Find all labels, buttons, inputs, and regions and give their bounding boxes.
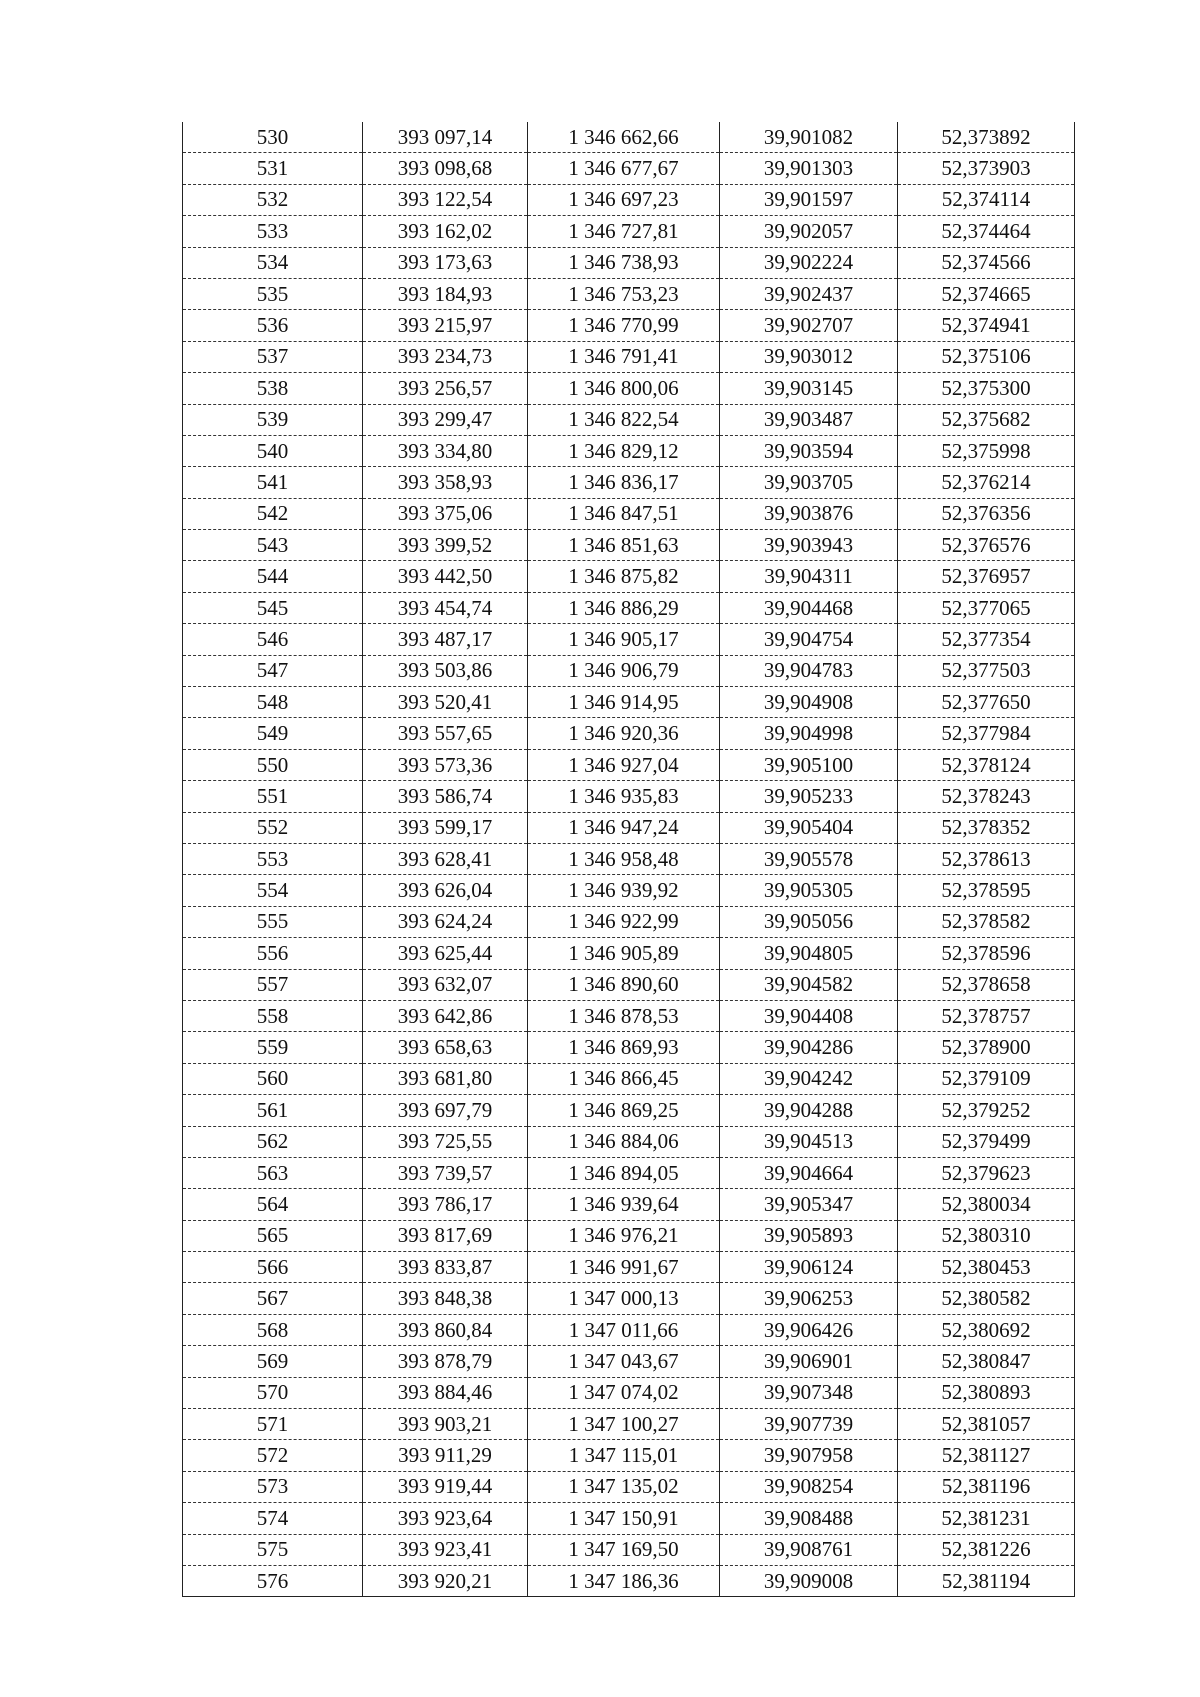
longitude-cell: 39,902437 xyxy=(720,278,898,309)
point-number-cell: 576 xyxy=(183,1565,363,1596)
y-coordinate-cell: 1 346 991,67 xyxy=(528,1252,720,1283)
x-coordinate-cell: 393 162,02 xyxy=(363,216,528,247)
table-row xyxy=(183,310,1075,341)
point-number-cell: 549 xyxy=(183,718,363,749)
latitude-cell: 52,381226 xyxy=(898,1534,1075,1565)
x-coordinate-cell: 393 642,86 xyxy=(363,1000,528,1031)
x-coordinate-cell: 393 878,79 xyxy=(363,1346,528,1377)
longitude-cell: 39,909008 xyxy=(720,1565,898,1596)
table-row xyxy=(183,122,1075,153)
point-number-cell: 571 xyxy=(183,1409,363,1440)
table-row xyxy=(183,1000,1075,1031)
table-row xyxy=(183,655,1075,686)
y-coordinate-cell: 1 346 791,41 xyxy=(528,341,720,372)
x-coordinate-cell: 393 573,36 xyxy=(363,749,528,780)
x-coordinate-cell: 393 626,04 xyxy=(363,875,528,906)
x-coordinate-cell: 393 625,44 xyxy=(363,938,528,969)
latitude-cell: 52,378757 xyxy=(898,1000,1075,1031)
point-number-cell: 554 xyxy=(183,875,363,906)
table-row xyxy=(183,184,1075,215)
longitude-cell: 39,907958 xyxy=(720,1440,898,1471)
point-number-cell: 547 xyxy=(183,655,363,686)
point-number-cell: 559 xyxy=(183,1032,363,1063)
longitude-cell: 39,904311 xyxy=(720,561,898,592)
longitude-cell: 39,905056 xyxy=(720,906,898,937)
point-number-cell: 548 xyxy=(183,687,363,718)
latitude-cell: 52,375682 xyxy=(898,404,1075,435)
table-row xyxy=(183,1189,1075,1220)
point-number-cell: 573 xyxy=(183,1471,363,1502)
table-row xyxy=(183,812,1075,843)
latitude-cell: 52,378243 xyxy=(898,781,1075,812)
latitude-cell: 52,380893 xyxy=(898,1377,1075,1408)
point-number-cell: 551 xyxy=(183,781,363,812)
table-row xyxy=(183,1565,1075,1596)
table-row xyxy=(183,247,1075,278)
coordinates-table-body xyxy=(183,122,1075,1597)
longitude-cell: 39,901082 xyxy=(720,122,898,153)
longitude-cell: 39,904908 xyxy=(720,687,898,718)
x-coordinate-cell: 393 520,41 xyxy=(363,687,528,718)
y-coordinate-cell: 1 346 878,53 xyxy=(528,1000,720,1031)
point-number-cell: 560 xyxy=(183,1063,363,1094)
x-coordinate-cell: 393 786,17 xyxy=(363,1189,528,1220)
longitude-cell: 39,903705 xyxy=(720,467,898,498)
point-number-cell: 555 xyxy=(183,906,363,937)
x-coordinate-cell: 393 358,93 xyxy=(363,467,528,498)
latitude-cell: 52,378900 xyxy=(898,1032,1075,1063)
point-number-cell: 540 xyxy=(183,435,363,466)
longitude-cell: 39,905305 xyxy=(720,875,898,906)
latitude-cell: 52,375106 xyxy=(898,341,1075,372)
x-coordinate-cell: 393 658,63 xyxy=(363,1032,528,1063)
y-coordinate-cell: 1 346 884,06 xyxy=(528,1126,720,1157)
latitude-cell: 52,381057 xyxy=(898,1409,1075,1440)
table-row xyxy=(183,875,1075,906)
y-coordinate-cell: 1 347 011,66 xyxy=(528,1314,720,1345)
longitude-cell: 39,904513 xyxy=(720,1126,898,1157)
longitude-cell: 39,903943 xyxy=(720,530,898,561)
point-number-cell: 536 xyxy=(183,310,363,341)
table-row xyxy=(183,1032,1075,1063)
latitude-cell: 52,381231 xyxy=(898,1503,1075,1534)
latitude-cell: 52,376214 xyxy=(898,467,1075,498)
latitude-cell: 52,373892 xyxy=(898,122,1075,153)
latitude-cell: 52,375998 xyxy=(898,435,1075,466)
latitude-cell: 52,381194 xyxy=(898,1565,1075,1596)
latitude-cell: 52,378582 xyxy=(898,906,1075,937)
y-coordinate-cell: 1 346 939,64 xyxy=(528,1189,720,1220)
x-coordinate-cell: 393 299,47 xyxy=(363,404,528,435)
table-row xyxy=(183,561,1075,592)
x-coordinate-cell: 393 586,74 xyxy=(363,781,528,812)
point-number-cell: 531 xyxy=(183,153,363,184)
y-coordinate-cell: 1 346 958,48 xyxy=(528,843,720,874)
y-coordinate-cell: 1 346 947,24 xyxy=(528,812,720,843)
y-coordinate-cell: 1 346 727,81 xyxy=(528,216,720,247)
point-number-cell: 567 xyxy=(183,1283,363,1314)
y-coordinate-cell: 1 347 100,27 xyxy=(528,1409,720,1440)
point-number-cell: 541 xyxy=(183,467,363,498)
y-coordinate-cell: 1 346 894,05 xyxy=(528,1157,720,1188)
point-number-cell: 564 xyxy=(183,1189,363,1220)
longitude-cell: 39,905578 xyxy=(720,843,898,874)
longitude-cell: 39,907348 xyxy=(720,1377,898,1408)
latitude-cell: 52,377354 xyxy=(898,624,1075,655)
y-coordinate-cell: 1 346 939,92 xyxy=(528,875,720,906)
x-coordinate-cell: 393 903,21 xyxy=(363,1409,528,1440)
longitude-cell: 39,901597 xyxy=(720,184,898,215)
point-number-cell: 533 xyxy=(183,216,363,247)
x-coordinate-cell: 393 911,29 xyxy=(363,1440,528,1471)
x-coordinate-cell: 393 098,68 xyxy=(363,153,528,184)
table-row xyxy=(183,404,1075,435)
y-coordinate-cell: 1 346 905,89 xyxy=(528,938,720,969)
latitude-cell: 52,375300 xyxy=(898,373,1075,404)
longitude-cell: 39,904805 xyxy=(720,938,898,969)
longitude-cell: 39,905893 xyxy=(720,1220,898,1251)
longitude-cell: 39,905347 xyxy=(720,1189,898,1220)
point-number-cell: 550 xyxy=(183,749,363,780)
latitude-cell: 52,374566 xyxy=(898,247,1075,278)
latitude-cell: 52,376957 xyxy=(898,561,1075,592)
y-coordinate-cell: 1 346 866,45 xyxy=(528,1063,720,1094)
latitude-cell: 52,381127 xyxy=(898,1440,1075,1471)
y-coordinate-cell: 1 346 905,17 xyxy=(528,624,720,655)
y-coordinate-cell: 1 346 920,36 xyxy=(528,718,720,749)
point-number-cell: 535 xyxy=(183,278,363,309)
table-row xyxy=(183,530,1075,561)
latitude-cell: 52,378124 xyxy=(898,749,1075,780)
x-coordinate-cell: 393 184,93 xyxy=(363,278,528,309)
latitude-cell: 52,380847 xyxy=(898,1346,1075,1377)
x-coordinate-cell: 393 334,80 xyxy=(363,435,528,466)
y-coordinate-cell: 1 346 662,66 xyxy=(528,122,720,153)
table-row xyxy=(183,1283,1075,1314)
longitude-cell: 39,906426 xyxy=(720,1314,898,1345)
latitude-cell: 52,378596 xyxy=(898,938,1075,969)
y-coordinate-cell: 1 346 753,23 xyxy=(528,278,720,309)
point-number-cell: 552 xyxy=(183,812,363,843)
longitude-cell: 39,904754 xyxy=(720,624,898,655)
y-coordinate-cell: 1 346 886,29 xyxy=(528,592,720,623)
table-row xyxy=(183,969,1075,1000)
point-number-cell: 575 xyxy=(183,1534,363,1565)
latitude-cell: 52,379623 xyxy=(898,1157,1075,1188)
longitude-cell: 39,906901 xyxy=(720,1346,898,1377)
latitude-cell: 52,379499 xyxy=(898,1126,1075,1157)
point-number-cell: 570 xyxy=(183,1377,363,1408)
point-number-cell: 558 xyxy=(183,1000,363,1031)
point-number-cell: 563 xyxy=(183,1157,363,1188)
x-coordinate-cell: 393 399,52 xyxy=(363,530,528,561)
y-coordinate-cell: 1 347 074,02 xyxy=(528,1377,720,1408)
y-coordinate-cell: 1 346 927,04 xyxy=(528,749,720,780)
point-number-cell: 566 xyxy=(183,1252,363,1283)
latitude-cell: 52,380453 xyxy=(898,1252,1075,1283)
table-row xyxy=(183,843,1075,874)
y-coordinate-cell: 1 346 822,54 xyxy=(528,404,720,435)
x-coordinate-cell: 393 454,74 xyxy=(363,592,528,623)
y-coordinate-cell: 1 346 738,93 xyxy=(528,247,720,278)
table-row xyxy=(183,435,1075,466)
point-number-cell: 565 xyxy=(183,1220,363,1251)
latitude-cell: 52,378595 xyxy=(898,875,1075,906)
longitude-cell: 39,905100 xyxy=(720,749,898,780)
x-coordinate-cell: 393 632,07 xyxy=(363,969,528,1000)
y-coordinate-cell: 1 346 935,83 xyxy=(528,781,720,812)
y-coordinate-cell: 1 347 186,36 xyxy=(528,1565,720,1596)
x-coordinate-cell: 393 557,65 xyxy=(363,718,528,749)
longitude-cell: 39,903145 xyxy=(720,373,898,404)
latitude-cell: 52,381196 xyxy=(898,1471,1075,1502)
latitude-cell: 52,379109 xyxy=(898,1063,1075,1094)
x-coordinate-cell: 393 739,57 xyxy=(363,1157,528,1188)
longitude-cell: 39,903876 xyxy=(720,498,898,529)
y-coordinate-cell: 1 347 043,67 xyxy=(528,1346,720,1377)
longitude-cell: 39,903594 xyxy=(720,435,898,466)
y-coordinate-cell: 1 347 169,50 xyxy=(528,1534,720,1565)
x-coordinate-cell: 393 503,86 xyxy=(363,655,528,686)
longitude-cell: 39,908254 xyxy=(720,1471,898,1502)
point-number-cell: 539 xyxy=(183,404,363,435)
x-coordinate-cell: 393 234,73 xyxy=(363,341,528,372)
longitude-cell: 39,905233 xyxy=(720,781,898,812)
longitude-cell: 39,906124 xyxy=(720,1252,898,1283)
x-coordinate-cell: 393 848,38 xyxy=(363,1283,528,1314)
x-coordinate-cell: 393 599,17 xyxy=(363,812,528,843)
x-coordinate-cell: 393 817,69 xyxy=(363,1220,528,1251)
table-row xyxy=(183,1157,1075,1188)
coordinates-table xyxy=(182,122,1075,1597)
x-coordinate-cell: 393 860,84 xyxy=(363,1314,528,1345)
latitude-cell: 52,374941 xyxy=(898,310,1075,341)
table-row xyxy=(183,687,1075,718)
table-row xyxy=(183,624,1075,655)
table-row xyxy=(183,1346,1075,1377)
latitude-cell: 52,380310 xyxy=(898,1220,1075,1251)
x-coordinate-cell: 393 215,97 xyxy=(363,310,528,341)
x-coordinate-cell: 393 173,63 xyxy=(363,247,528,278)
y-coordinate-cell: 1 346 890,60 xyxy=(528,969,720,1000)
y-coordinate-cell: 1 346 829,12 xyxy=(528,435,720,466)
x-coordinate-cell: 393 725,55 xyxy=(363,1126,528,1157)
x-coordinate-cell: 393 681,80 xyxy=(363,1063,528,1094)
latitude-cell: 52,374114 xyxy=(898,184,1075,215)
latitude-cell: 52,377065 xyxy=(898,592,1075,623)
longitude-cell: 39,904998 xyxy=(720,718,898,749)
longitude-cell: 39,904582 xyxy=(720,969,898,1000)
point-number-cell: 569 xyxy=(183,1346,363,1377)
point-number-cell: 572 xyxy=(183,1440,363,1471)
point-number-cell: 545 xyxy=(183,592,363,623)
x-coordinate-cell: 393 097,14 xyxy=(363,122,528,153)
point-number-cell: 544 xyxy=(183,561,363,592)
table-row xyxy=(183,1471,1075,1502)
table-row xyxy=(183,1409,1075,1440)
x-coordinate-cell: 393 919,44 xyxy=(363,1471,528,1502)
longitude-cell: 39,906253 xyxy=(720,1283,898,1314)
table-row xyxy=(183,1503,1075,1534)
point-number-cell: 553 xyxy=(183,843,363,874)
point-number-cell: 538 xyxy=(183,373,363,404)
y-coordinate-cell: 1 346 847,51 xyxy=(528,498,720,529)
point-number-cell: 530 xyxy=(183,122,363,153)
longitude-cell: 39,905404 xyxy=(720,812,898,843)
latitude-cell: 52,379252 xyxy=(898,1095,1075,1126)
longitude-cell: 39,904468 xyxy=(720,592,898,623)
x-coordinate-cell: 393 833,87 xyxy=(363,1252,528,1283)
y-coordinate-cell: 1 346 851,63 xyxy=(528,530,720,561)
table-row xyxy=(183,153,1075,184)
table-row xyxy=(183,1063,1075,1094)
longitude-cell: 39,907739 xyxy=(720,1409,898,1440)
y-coordinate-cell: 1 346 976,21 xyxy=(528,1220,720,1251)
x-coordinate-cell: 393 375,06 xyxy=(363,498,528,529)
table-row xyxy=(183,718,1075,749)
latitude-cell: 52,380034 xyxy=(898,1189,1075,1220)
x-coordinate-cell: 393 923,41 xyxy=(363,1534,528,1565)
latitude-cell: 52,378613 xyxy=(898,843,1075,874)
point-number-cell: 546 xyxy=(183,624,363,655)
latitude-cell: 52,374464 xyxy=(898,216,1075,247)
x-coordinate-cell: 393 920,21 xyxy=(363,1565,528,1596)
x-coordinate-cell: 393 923,64 xyxy=(363,1503,528,1534)
y-coordinate-cell: 1 346 906,79 xyxy=(528,655,720,686)
table-row xyxy=(183,781,1075,812)
latitude-cell: 52,380692 xyxy=(898,1314,1075,1345)
y-coordinate-cell: 1 346 800,06 xyxy=(528,373,720,404)
latitude-cell: 52,374665 xyxy=(898,278,1075,309)
y-coordinate-cell: 1 346 697,23 xyxy=(528,184,720,215)
longitude-cell: 39,904286 xyxy=(720,1032,898,1063)
y-coordinate-cell: 1 346 770,99 xyxy=(528,310,720,341)
longitude-cell: 39,902224 xyxy=(720,247,898,278)
longitude-cell: 39,902057 xyxy=(720,216,898,247)
x-coordinate-cell: 393 697,79 xyxy=(363,1095,528,1126)
y-coordinate-cell: 1 346 869,25 xyxy=(528,1095,720,1126)
point-number-cell: 537 xyxy=(183,341,363,372)
y-coordinate-cell: 1 346 836,17 xyxy=(528,467,720,498)
table-row xyxy=(183,906,1075,937)
y-coordinate-cell: 1 347 115,01 xyxy=(528,1440,720,1471)
x-coordinate-cell: 393 884,46 xyxy=(363,1377,528,1408)
latitude-cell: 52,376356 xyxy=(898,498,1075,529)
point-number-cell: 534 xyxy=(183,247,363,278)
table-row xyxy=(183,467,1075,498)
table-row xyxy=(183,592,1075,623)
x-coordinate-cell: 393 487,17 xyxy=(363,624,528,655)
latitude-cell: 52,377984 xyxy=(898,718,1075,749)
table-row xyxy=(183,216,1075,247)
latitude-cell: 52,378352 xyxy=(898,812,1075,843)
table-row xyxy=(183,1440,1075,1471)
y-coordinate-cell: 1 347 000,13 xyxy=(528,1283,720,1314)
longitude-cell: 39,904242 xyxy=(720,1063,898,1094)
table-row xyxy=(183,1252,1075,1283)
latitude-cell: 52,373903 xyxy=(898,153,1075,184)
y-coordinate-cell: 1 346 677,67 xyxy=(528,153,720,184)
longitude-cell: 39,904664 xyxy=(720,1157,898,1188)
longitude-cell: 39,902707 xyxy=(720,310,898,341)
point-number-cell: 568 xyxy=(183,1314,363,1345)
x-coordinate-cell: 393 256,57 xyxy=(363,373,528,404)
point-number-cell: 562 xyxy=(183,1126,363,1157)
table-row xyxy=(183,1095,1075,1126)
longitude-cell: 39,908488 xyxy=(720,1503,898,1534)
y-coordinate-cell: 1 347 135,02 xyxy=(528,1471,720,1502)
table-row xyxy=(183,1534,1075,1565)
table-row xyxy=(183,278,1075,309)
latitude-cell: 52,377503 xyxy=(898,655,1075,686)
table-row xyxy=(183,1126,1075,1157)
x-coordinate-cell: 393 624,24 xyxy=(363,906,528,937)
latitude-cell: 52,378658 xyxy=(898,969,1075,1000)
y-coordinate-cell: 1 346 869,93 xyxy=(528,1032,720,1063)
table-row xyxy=(183,498,1075,529)
longitude-cell: 39,904783 xyxy=(720,655,898,686)
table-row xyxy=(183,341,1075,372)
y-coordinate-cell: 1 346 922,99 xyxy=(528,906,720,937)
latitude-cell: 52,377650 xyxy=(898,687,1075,718)
x-coordinate-cell: 393 122,54 xyxy=(363,184,528,215)
longitude-cell: 39,904408 xyxy=(720,1000,898,1031)
table-row xyxy=(183,373,1075,404)
longitude-cell: 39,904288 xyxy=(720,1095,898,1126)
table-row xyxy=(183,1314,1075,1345)
y-coordinate-cell: 1 347 150,91 xyxy=(528,1503,720,1534)
point-number-cell: 556 xyxy=(183,938,363,969)
y-coordinate-cell: 1 346 875,82 xyxy=(528,561,720,592)
point-number-cell: 542 xyxy=(183,498,363,529)
table-row xyxy=(183,938,1075,969)
longitude-cell: 39,903012 xyxy=(720,341,898,372)
x-coordinate-cell: 393 628,41 xyxy=(363,843,528,874)
point-number-cell: 532 xyxy=(183,184,363,215)
longitude-cell: 39,903487 xyxy=(720,404,898,435)
latitude-cell: 52,376576 xyxy=(898,530,1075,561)
table-row xyxy=(183,1377,1075,1408)
longitude-cell: 39,901303 xyxy=(720,153,898,184)
latitude-cell: 52,380582 xyxy=(898,1283,1075,1314)
y-coordinate-cell: 1 346 914,95 xyxy=(528,687,720,718)
table-row xyxy=(183,749,1075,780)
point-number-cell: 557 xyxy=(183,969,363,1000)
point-number-cell: 561 xyxy=(183,1095,363,1126)
point-number-cell: 574 xyxy=(183,1503,363,1534)
table-row xyxy=(183,1220,1075,1251)
point-number-cell: 543 xyxy=(183,530,363,561)
x-coordinate-cell: 393 442,50 xyxy=(363,561,528,592)
longitude-cell: 39,908761 xyxy=(720,1534,898,1565)
